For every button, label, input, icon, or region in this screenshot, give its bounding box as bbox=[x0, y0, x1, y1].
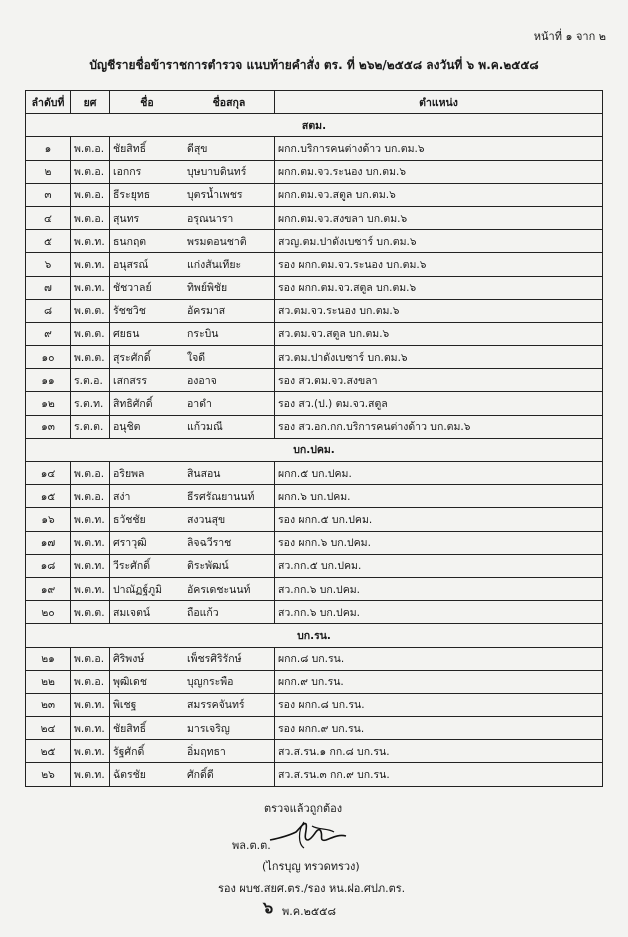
cell-position: สว.กก.๖ บก.ปคม. bbox=[275, 577, 603, 600]
cell-no: ๑๓ bbox=[26, 415, 71, 438]
cell-last-name: สินสอน bbox=[184, 462, 275, 485]
cell-no: ๑๑ bbox=[26, 369, 71, 392]
cell-rank: พ.ต.ท. bbox=[71, 276, 110, 299]
signature-date: พ.ค.๒๕๕๘ bbox=[282, 905, 336, 918]
cell-first-name: ธวัชชัย bbox=[110, 508, 185, 531]
cell-position: รอง สว.อก.กก.บริการคนต่างด้าว บก.ตม.๖ bbox=[275, 415, 603, 438]
section-header-row bbox=[26, 438, 603, 461]
table-row bbox=[26, 717, 603, 740]
cell-rank: พ.ต.อ. bbox=[71, 647, 110, 670]
table-row bbox=[26, 693, 603, 716]
cell-no: ๖ bbox=[26, 253, 71, 276]
cell-no: ๓ bbox=[26, 183, 71, 206]
section-header-row bbox=[26, 624, 603, 647]
cell-position: สว.ส.รน.๑ กก.๘ บก.รน. bbox=[275, 740, 603, 763]
cell-rank: พ.ต.ต. bbox=[71, 601, 110, 624]
cell-rank: พ.ต.ต. bbox=[71, 322, 110, 345]
cell-position: รอง ผกก.ตม.จว.ระนอง บก.ตม.๖ bbox=[275, 253, 603, 276]
cell-last-name: กระบิน bbox=[184, 322, 275, 345]
table-row bbox=[26, 577, 603, 600]
cell-first-name: ฉัตรชัย bbox=[110, 763, 185, 786]
cell-rank: พ.ต.ท. bbox=[71, 253, 110, 276]
cell-rank: พ.ต.อ. bbox=[71, 137, 110, 160]
table-row bbox=[26, 601, 603, 624]
cell-no: ๒ bbox=[26, 160, 71, 183]
cell-rank: พ.ต.ท. bbox=[71, 508, 110, 531]
cell-position: รอง ผกก.๖ บก.ปคม. bbox=[275, 531, 603, 554]
table-row bbox=[26, 647, 603, 670]
table-row bbox=[26, 763, 603, 786]
table-row bbox=[26, 462, 603, 485]
table-row bbox=[26, 137, 603, 160]
cell-position: ผกก.๘ บก.รน. bbox=[275, 647, 603, 670]
table-row bbox=[26, 508, 603, 531]
signer-position: รอง ผบช.สยศ.ตร./รอง หน.ฝอ.ศปภ.ตร. bbox=[218, 882, 406, 895]
cell-position: รอง ผกก.๕ บก.ปคม. bbox=[275, 508, 603, 531]
cell-position: สว.กก.๕ บก.ปคม. bbox=[275, 554, 603, 577]
cell-last-name: พรมดอนชาติ bbox=[184, 230, 275, 253]
cell-first-name: อนุชิต bbox=[110, 415, 185, 438]
cell-position: รอง สว.ตม.จว.สงขลา bbox=[275, 369, 603, 392]
cell-position: รอง ผกก.๙ บก.รน. bbox=[275, 717, 603, 740]
cell-no: ๒๖ bbox=[26, 763, 71, 786]
table-row bbox=[26, 183, 603, 206]
table-row bbox=[26, 670, 603, 693]
page-number: หน้าที่ ๑ จาก ๒ bbox=[533, 30, 606, 43]
cell-position: รอง ผกก.ตม.จว.สตูล บก.ตม.๖ bbox=[275, 276, 603, 299]
cell-last-name: อัครเดชะนนท์ bbox=[184, 577, 275, 600]
cell-first-name: เสกสรร bbox=[110, 369, 185, 392]
cell-first-name: เอกกร bbox=[110, 160, 185, 183]
cell-first-name: วีระศักดิ์ bbox=[110, 554, 185, 577]
cell-last-name: องอาจ bbox=[184, 369, 275, 392]
cell-last-name: ลิจฉวีราช bbox=[184, 531, 275, 554]
cell-first-name: อนุสรณ์ bbox=[110, 253, 185, 276]
cell-first-name: สง่า bbox=[110, 485, 185, 508]
cell-no: ๒๐ bbox=[26, 601, 71, 624]
cell-position: รอง สว.(ป.) ตม.จว.สตูล bbox=[275, 392, 603, 415]
cell-no: ๕ bbox=[26, 230, 71, 253]
table-row bbox=[26, 230, 603, 253]
cell-no: ๒๒ bbox=[26, 670, 71, 693]
cell-rank: พ.ต.ต. bbox=[71, 346, 110, 369]
cell-rank: พ.ต.ท. bbox=[71, 577, 110, 600]
cell-position: สวญ.ตม.ปาดังเบซาร์ บก.ตม.๖ bbox=[275, 230, 603, 253]
cell-no: ๘ bbox=[26, 299, 71, 322]
cell-last-name: อรุณนารา bbox=[184, 206, 275, 229]
cell-first-name: สุนทร bbox=[110, 206, 185, 229]
col-header-last-name: ชื่อสกุล bbox=[184, 91, 275, 114]
cell-no: ๑๘ bbox=[26, 554, 71, 577]
cell-position: ผกก.๖ บก.ปคม. bbox=[275, 485, 603, 508]
table-row bbox=[26, 346, 603, 369]
cell-last-name: บุตรน้ำเพชร bbox=[184, 183, 275, 206]
cell-first-name: รัชชวิช bbox=[110, 299, 185, 322]
cell-no: ๒๕ bbox=[26, 740, 71, 763]
cell-last-name: บุษบาบดินทร์ bbox=[184, 160, 275, 183]
cell-last-name: ดีสุข bbox=[184, 137, 275, 160]
cell-last-name: แก้วมณี bbox=[184, 415, 275, 438]
signature-date-day: ๖ bbox=[263, 898, 274, 917]
col-header-rank: ยศ bbox=[71, 91, 110, 114]
cell-rank: พ.ต.ท. bbox=[71, 693, 110, 716]
cell-first-name: ชัยสิทธิ์ bbox=[110, 717, 185, 740]
col-header-position: ตำแหน่ง bbox=[275, 91, 603, 114]
cell-no: ๑๖ bbox=[26, 508, 71, 531]
section-title: บก.ปคม. bbox=[26, 438, 603, 461]
cell-last-name: ใจดี bbox=[184, 346, 275, 369]
cell-rank: พ.ต.อ. bbox=[71, 462, 110, 485]
table-row bbox=[26, 531, 603, 554]
table-row bbox=[26, 276, 603, 299]
cell-no: ๗ bbox=[26, 276, 71, 299]
cell-last-name: ศักดิ์ดี bbox=[184, 763, 275, 786]
cell-no: ๑๗ bbox=[26, 531, 71, 554]
cell-no: ๑๐ bbox=[26, 346, 71, 369]
cell-first-name: ศิริพงษ์ bbox=[110, 647, 185, 670]
cell-last-name: มารเจริญ bbox=[184, 717, 275, 740]
cell-no: ๑๔ bbox=[26, 462, 71, 485]
cell-no: ๒๔ bbox=[26, 717, 71, 740]
table-body bbox=[26, 114, 603, 786]
cell-last-name: อิ่มฤทธา bbox=[184, 740, 275, 763]
cell-position: ผกก.ตม.จว.สงขลา บก.ตม.๖ bbox=[275, 206, 603, 229]
cell-first-name: ศราวุฒิ bbox=[110, 531, 185, 554]
signature-image bbox=[268, 818, 348, 852]
cell-last-name: สงวนสุข bbox=[184, 508, 275, 531]
table-row bbox=[26, 369, 603, 392]
cell-first-name: พิเชฐ bbox=[110, 693, 185, 716]
cell-first-name: ชัชวาลย์ bbox=[110, 276, 185, 299]
cell-no: ๒๓ bbox=[26, 693, 71, 716]
cell-rank: พ.ต.อ. bbox=[71, 485, 110, 508]
table-header-row bbox=[26, 91, 603, 114]
cell-rank: พ.ต.ท. bbox=[71, 717, 110, 740]
section-title: บก.รน. bbox=[26, 624, 603, 647]
table-row bbox=[26, 554, 603, 577]
cell-no: ๒๑ bbox=[26, 647, 71, 670]
cell-position: สว.กก.๖ บก.ปคม. bbox=[275, 601, 603, 624]
cell-rank: พ.ต.อ. bbox=[71, 183, 110, 206]
cell-last-name: ถือแก้ว bbox=[184, 601, 275, 624]
cell-first-name: ธนกฤต bbox=[110, 230, 185, 253]
cell-rank: พ.ต.ต. bbox=[71, 299, 110, 322]
personnel-table bbox=[25, 90, 603, 787]
cell-first-name: รัฐศักดิ์ bbox=[110, 740, 185, 763]
cell-rank: พ.ต.ท. bbox=[71, 740, 110, 763]
signer-name: (ไกรบุญ ทรวดทรวง) bbox=[262, 860, 360, 873]
cell-first-name: อริยพล bbox=[110, 462, 185, 485]
table-row bbox=[26, 253, 603, 276]
cell-position: รอง ผกก.๘ บก.รน. bbox=[275, 693, 603, 716]
table-row bbox=[26, 322, 603, 345]
cell-rank: พ.ต.อ. bbox=[71, 670, 110, 693]
verified-text: ตรวจแล้วถูกต้อง bbox=[264, 802, 343, 815]
cell-position: สว.ตม.จว.สตูล บก.ตม.๖ bbox=[275, 322, 603, 345]
cell-first-name: พุฒิเดช bbox=[110, 670, 185, 693]
cell-last-name: อัครมาส bbox=[184, 299, 275, 322]
table-row bbox=[26, 206, 603, 229]
col-header-no: ลำดับที่ bbox=[26, 91, 71, 114]
document-title: บัญชีรายชื่อข้าราชการตำรวจ แนบท้ายคำสั่ง ตร. ที่ ๒๖๒/๒๕๕๘ ลงวันที่ ๖ พ.ค.๒๕๕๘ bbox=[89, 58, 539, 72]
cell-rank: พ.ต.ท. bbox=[71, 554, 110, 577]
cell-last-name: อาดำ bbox=[184, 392, 275, 415]
cell-rank: พ.ต.ท. bbox=[71, 763, 110, 786]
table-row bbox=[26, 392, 603, 415]
cell-rank: ร.ต.อ. bbox=[71, 369, 110, 392]
cell-no: ๑๙ bbox=[26, 577, 71, 600]
cell-position: ผกก.๕ บก.ปคม. bbox=[275, 462, 603, 485]
cell-position: ผกก.ตม.จว.ระนอง บก.ตม.๖ bbox=[275, 160, 603, 183]
cell-no: ๙ bbox=[26, 322, 71, 345]
cell-position: ผกก.๙ บก.รน. bbox=[275, 670, 603, 693]
cell-rank: พ.ต.ท. bbox=[71, 230, 110, 253]
cell-position: สว.ส.รน.๓ กก.๙ บก.รน. bbox=[275, 763, 603, 786]
cell-position: สว.ตม.จว.ระนอง บก.ตม.๖ bbox=[275, 299, 603, 322]
cell-last-name: เพ็ชรศิริรักษ์ bbox=[184, 647, 275, 670]
cell-rank: พ.ต.ท. bbox=[71, 531, 110, 554]
cell-first-name: สมเจตน์ bbox=[110, 601, 185, 624]
cell-last-name: ทิพย์พิชัย bbox=[184, 276, 275, 299]
section-header-row bbox=[26, 114, 603, 137]
col-header-first-name: ชื่อ bbox=[110, 91, 185, 114]
cell-first-name: ศยธน bbox=[110, 322, 185, 345]
cell-last-name: สมรรคจันทร์ bbox=[184, 693, 275, 716]
table-row bbox=[26, 415, 603, 438]
cell-no: ๑๒ bbox=[26, 392, 71, 415]
table-row bbox=[26, 160, 603, 183]
cell-rank: พ.ต.อ. bbox=[71, 160, 110, 183]
table-row bbox=[26, 740, 603, 763]
cell-rank: ร.ต.ต. bbox=[71, 415, 110, 438]
cell-rank: พ.ต.อ. bbox=[71, 206, 110, 229]
cell-first-name: สิทธิศักดิ์ bbox=[110, 392, 185, 415]
cell-position: ผกก.ตม.จว.สตูล บก.ตม.๖ bbox=[275, 183, 603, 206]
cell-first-name: ปาณัฏฐ์ภูมิ bbox=[110, 577, 185, 600]
cell-last-name: บุญกระพือ bbox=[184, 670, 275, 693]
cell-position: สว.ตม.ปาดังเบซาร์ บก.ตม.๖ bbox=[275, 346, 603, 369]
section-title: สตม. bbox=[26, 114, 603, 137]
table-row bbox=[26, 485, 603, 508]
cell-last-name: ธีรศรัณยานนท์ bbox=[184, 485, 275, 508]
cell-first-name: สุระศักดิ์ bbox=[110, 346, 185, 369]
cell-last-name: แก่งสันเทียะ bbox=[184, 253, 275, 276]
signer-rank: พล.ต.ต. bbox=[232, 839, 271, 852]
cell-first-name: ธีระยุทธ bbox=[110, 183, 185, 206]
cell-first-name: ชัยสิทธิ์ bbox=[110, 137, 185, 160]
cell-rank: ร.ต.ท. bbox=[71, 392, 110, 415]
cell-no: ๔ bbox=[26, 206, 71, 229]
cell-position: ผกก.บริการคนต่างด้าว บก.ตม.๖ bbox=[275, 137, 603, 160]
table-row bbox=[26, 299, 603, 322]
cell-no: ๑๕ bbox=[26, 485, 71, 508]
cell-last-name: ติระพัฒน์ bbox=[184, 554, 275, 577]
cell-no: ๑ bbox=[26, 137, 71, 160]
